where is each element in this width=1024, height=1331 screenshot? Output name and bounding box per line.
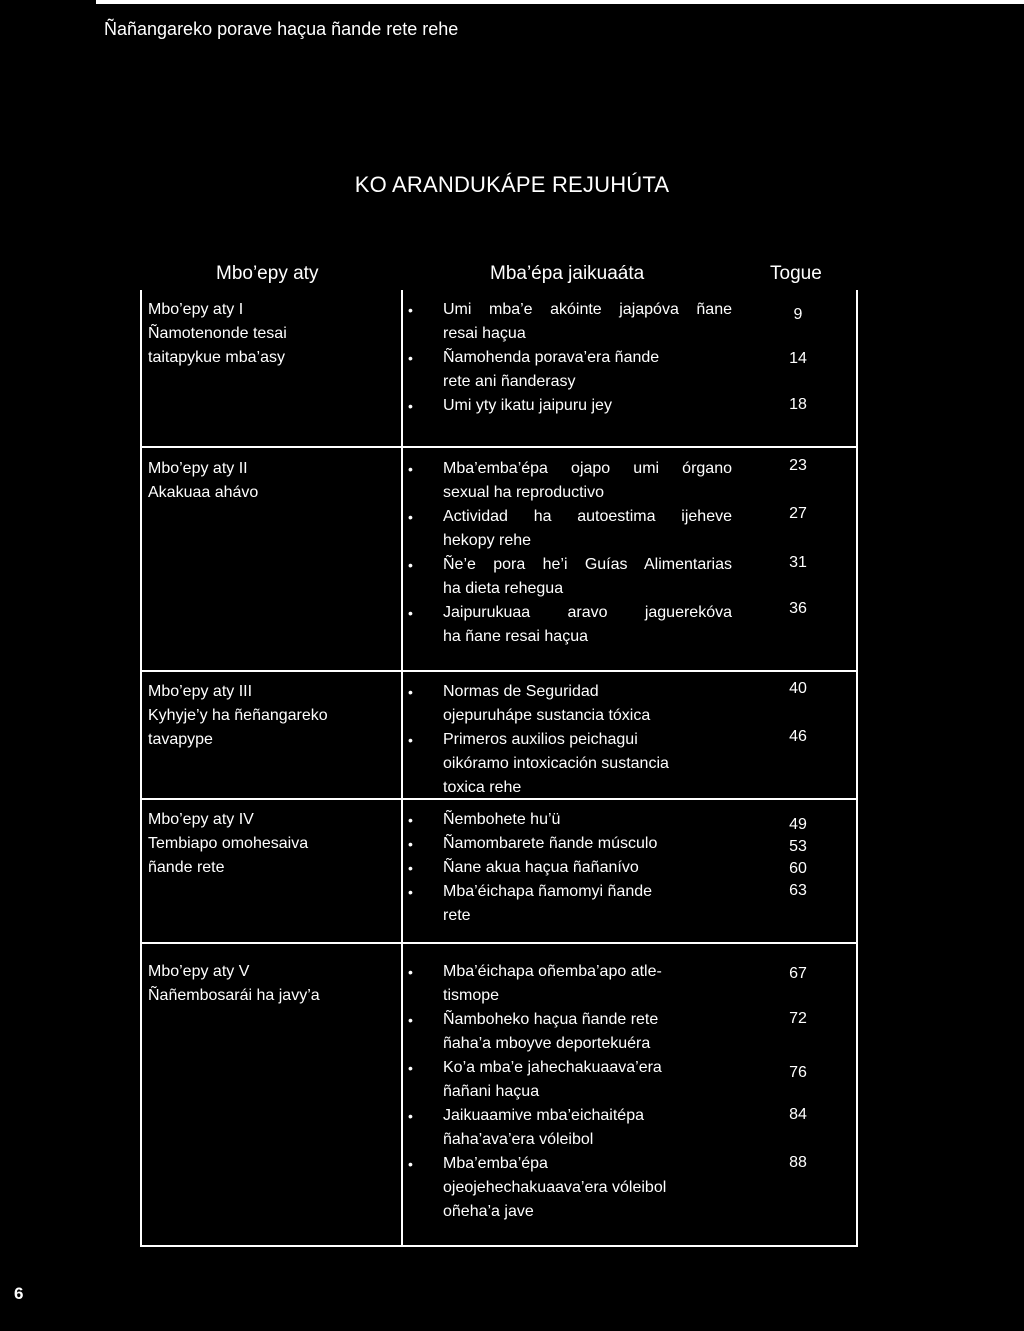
bullet-icon: •	[408, 398, 413, 414]
unit-number: Mbo’epy aty I	[148, 301, 244, 318]
page-number[interactable]: 76	[789, 1064, 807, 1081]
running-header: Ñañangareko porave haçua ñande rete rehe	[104, 19, 459, 39]
bullet-icon: •	[408, 605, 413, 621]
table-left-border	[140, 290, 142, 1247]
toc-item[interactable]	[408, 1152, 732, 1224]
toc-item[interactable]	[408, 728, 732, 800]
item-text: Ñamohenda porava’era ñande	[443, 349, 660, 366]
item-text: ñaha’a mboyve deportekuéra	[443, 1035, 651, 1052]
unit-title-line: Kyhyje’y ha ñeñangareko	[148, 707, 328, 724]
toc-item[interactable]	[408, 298, 732, 346]
page-number[interactable]: 46	[789, 728, 807, 745]
item-text: ha ñane resai haçua	[443, 628, 588, 645]
item-text: Mba’éichapa oñemba’apo atle-	[443, 963, 662, 980]
item-text: ojepuruhápe sustancia tóxica	[443, 707, 651, 724]
toc-item[interactable]	[408, 601, 732, 649]
table-right-border	[856, 290, 858, 1247]
page-number[interactable]: 36	[789, 600, 807, 617]
row-separator	[140, 942, 858, 944]
bullet-icon: •	[408, 1156, 413, 1172]
column-header-unit: Mbo’epy aty	[216, 263, 319, 284]
toc-item[interactable]	[408, 457, 732, 505]
bullet-icon: •	[408, 1060, 413, 1076]
bullet-icon: •	[408, 964, 413, 980]
bullet-icon: •	[408, 684, 413, 700]
bullet-icon: •	[408, 1012, 413, 1028]
unit-number: Mbo’epy aty IV	[148, 811, 254, 828]
item-text: ñaha’ava’era vóleibol	[443, 1131, 594, 1148]
item-text: Ñe’e pora he’i Guías Alimentarias	[443, 556, 732, 573]
item-text: rete ani ñanderasy	[443, 373, 576, 390]
unit-title-line: taitapykue mba’asy	[148, 349, 285, 366]
item-text: Ñane akua haçua ñañanívo	[443, 859, 639, 876]
page-number[interactable]: 88	[789, 1154, 807, 1171]
toc-item[interactable]	[408, 856, 732, 880]
item-text: Umi mba’e akóinte jajapóva ñane	[443, 301, 732, 318]
toc-item[interactable]	[408, 346, 732, 394]
item-text: Umi yty ikatu jaipuru jey	[443, 397, 612, 414]
bullet-icon: •	[408, 732, 413, 748]
page-number[interactable]: 49	[789, 816, 807, 833]
unit-label	[148, 680, 328, 752]
item-text: Jaipurukuaa aravo jaguerekóva	[443, 604, 732, 621]
toc-item[interactable]	[408, 832, 732, 856]
unit-title-line: Akakuaa ahávo	[148, 484, 259, 501]
bullet-icon: •	[408, 884, 413, 900]
unit-label	[148, 960, 320, 1008]
toc-item[interactable]	[408, 808, 732, 832]
item-text: Ñamombarete ñande músculo	[443, 835, 658, 852]
toc-item[interactable]	[408, 1008, 732, 1056]
page-number[interactable]: 72	[789, 1010, 807, 1027]
item-text: Ñamboheko haçua ñande rete	[443, 1011, 659, 1028]
item-text: Mba’emba’épa	[443, 1155, 548, 1172]
toc-item[interactable]	[408, 880, 732, 928]
unit-title-line: ñande rete	[148, 859, 225, 876]
unit-label	[148, 808, 308, 880]
unit-title-line: Ñañembosarái ha javy’a	[148, 987, 320, 1004]
page-folio: 6	[14, 1284, 24, 1303]
unit-title-line: Tembiapo omohesaiva	[148, 835, 309, 852]
bullet-icon: •	[408, 461, 413, 477]
item-text: ojeojehechakuaava’era vóleibol	[443, 1179, 667, 1196]
bullet-icon: •	[408, 860, 413, 876]
item-text: Actividad ha autoestima ijeheve	[443, 508, 732, 525]
page-number[interactable]: 14	[789, 350, 807, 367]
toc-item[interactable]	[408, 680, 732, 728]
item-text: sexual ha reproductivo	[443, 484, 604, 501]
bullet-icon: •	[408, 836, 413, 852]
bullet-icon: •	[408, 509, 413, 525]
unit-number: Mbo’epy aty III	[148, 683, 253, 700]
bullet-icon: •	[408, 812, 413, 828]
toc-item[interactable]	[408, 1056, 732, 1104]
unit-label	[148, 298, 287, 370]
bullet-icon: •	[408, 557, 413, 573]
item-text: toxica rehe	[443, 779, 522, 796]
item-text: oñeha’a jave	[443, 1203, 534, 1220]
page-number[interactable]: 23	[789, 457, 807, 474]
table-bottom-border	[140, 1245, 858, 1247]
item-text: Jaikuaamive mba’eichaitépa	[443, 1107, 644, 1124]
item-text: resai haçua	[443, 325, 526, 342]
unit-title-line: Ñamotenonde tesai	[148, 325, 287, 342]
page-number[interactable]: 63	[789, 882, 807, 899]
toc-item[interactable]	[408, 505, 732, 553]
column-header-page: Togue	[770, 263, 822, 284]
item-text: Ñembohete hu’ü	[443, 811, 561, 828]
unit-title-line: tavapype	[148, 731, 213, 748]
toc-item[interactable]	[408, 553, 732, 601]
item-text: ha dieta rehegua	[443, 580, 564, 597]
item-text: rete	[443, 907, 471, 924]
item-text: oikóramo intoxicación sustancia	[443, 755, 669, 772]
page-number[interactable]: 27	[789, 505, 807, 522]
column-header-content: Mba’épa jaikuaáta	[490, 263, 645, 284]
bullet-icon: •	[408, 302, 413, 318]
top-rule	[96, 0, 1024, 4]
page-number[interactable]: 84	[789, 1106, 807, 1123]
page-number[interactable]: 9	[793, 306, 803, 323]
bullet-icon: •	[408, 350, 413, 366]
table-divider	[401, 290, 403, 1247]
page-number[interactable]: 40	[789, 680, 807, 697]
unit-label	[148, 457, 258, 505]
item-text: Mba’éichapa ñamomyi ñande	[443, 883, 653, 900]
unit-number: Mbo’epy aty V	[148, 963, 250, 980]
page-number[interactable]: 67	[789, 965, 807, 982]
item-text: hekopy rehe	[443, 532, 532, 549]
item-text: ñañani haçua	[443, 1083, 540, 1100]
item-text: Primeros auxilios peichagui	[443, 731, 638, 748]
item-text: Mba’emba’épa ojapo umi órgano	[443, 460, 732, 477]
page-title: KO ARANDUKÁPE REJUHÚTA	[354, 172, 670, 197]
row-separator	[140, 446, 858, 448]
toc-item[interactable]	[408, 394, 732, 418]
row-separator	[140, 670, 858, 672]
item-text: Normas de Seguridad	[443, 683, 599, 700]
bullet-icon: •	[408, 1108, 413, 1124]
toc-item[interactable]	[408, 960, 732, 1008]
item-text: Ko’a mba’e jahechakuaava’era	[443, 1059, 662, 1076]
toc-item[interactable]	[408, 1104, 732, 1152]
page-number[interactable]: 31	[789, 554, 807, 571]
unit-number: Mbo’epy aty II	[148, 460, 248, 477]
item-text: tismope	[443, 987, 500, 1004]
page-number[interactable]: 60	[789, 860, 807, 877]
page-number[interactable]: 18	[789, 396, 807, 413]
page-number[interactable]: 53	[789, 838, 807, 855]
